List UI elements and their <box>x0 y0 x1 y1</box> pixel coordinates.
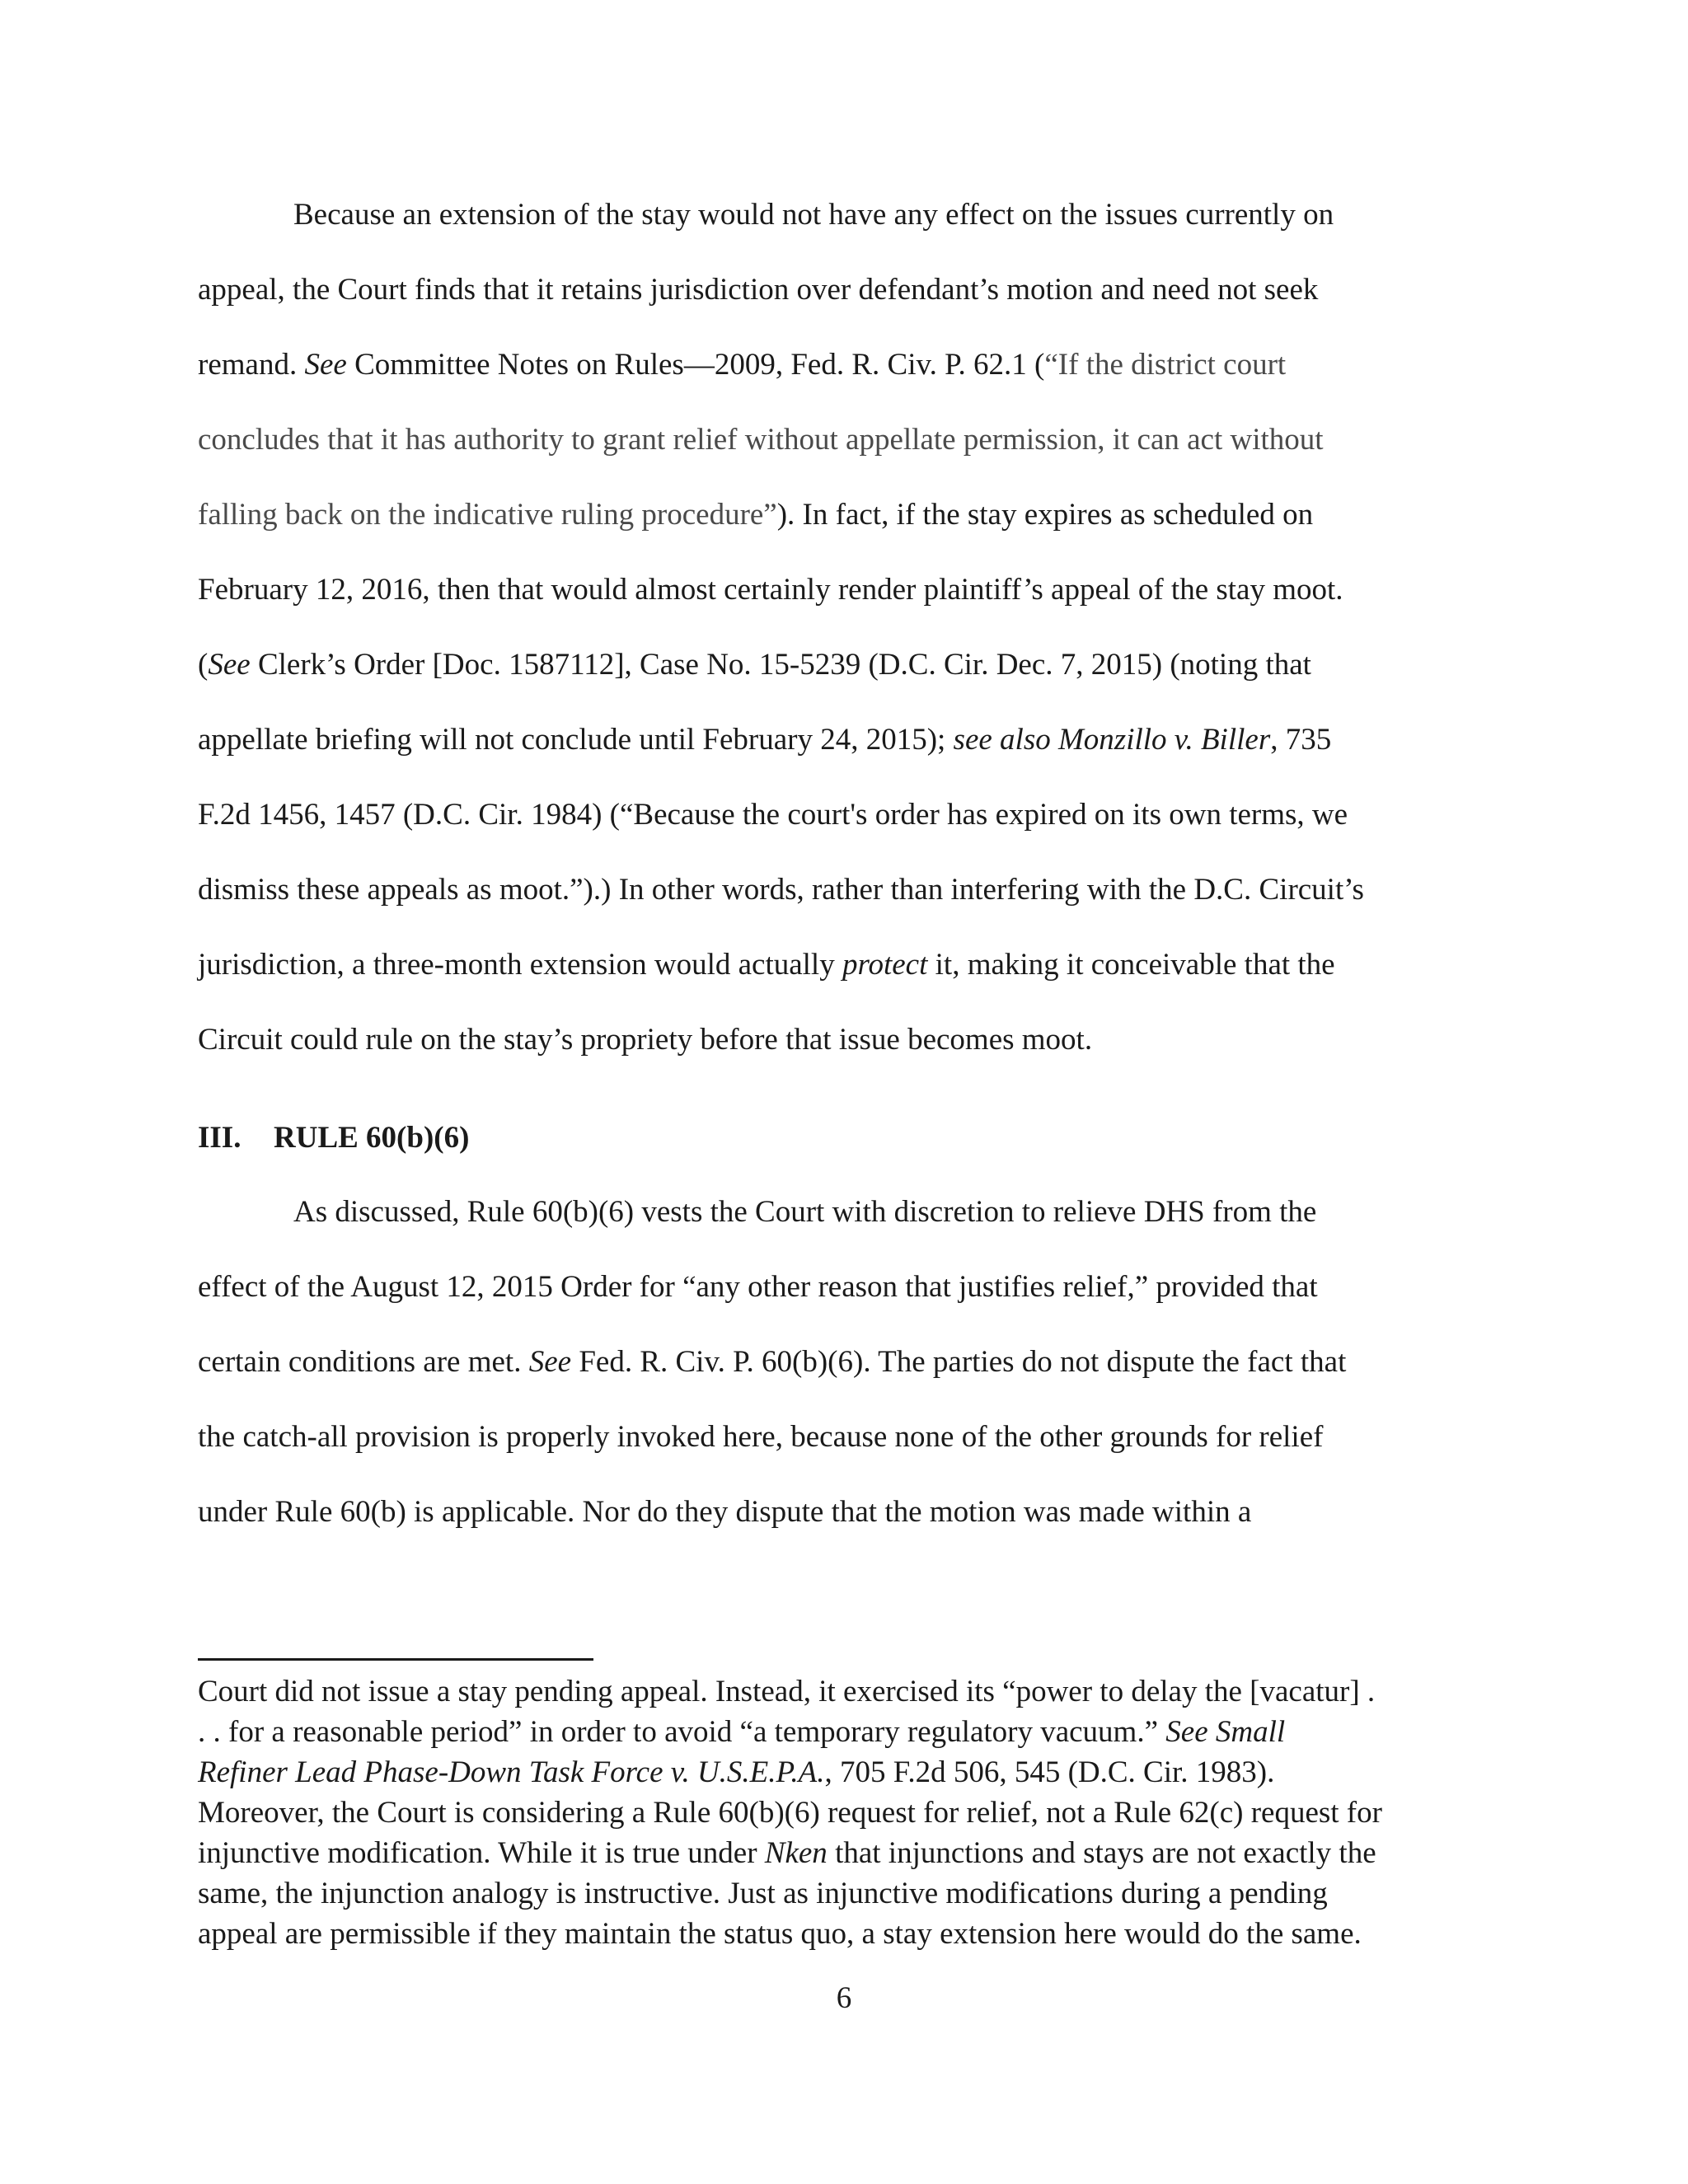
section-line-4: the catch-all provision is properly invoked here, because none of the other grounds for relief <box>198 1420 1324 1454</box>
section-line-3: certain conditions are met. See Fed. R. Civ. P. 60(b)(6). The parties do not dispute the fact that <box>198 1345 1347 1379</box>
footnote-separator <box>198 1658 593 1661</box>
footnote-line-7: appeal are permissible if they maintain the status quo, a stay extension here would do the same. <box>198 1917 1362 1951</box>
footnote-line-6: same, the injunction analogy is instructive. Just as injunctive modifications during a pending <box>198 1877 1328 1910</box>
body-line-7: (See Clerk’s Order [Doc. 1587112], Case No. 15-5239 (D.C. Cir. Dec. 7, 2015) (noting that <box>198 648 1311 682</box>
body-line-1: Because an extension of the stay would not have any effect on the issues currently on <box>293 198 1334 232</box>
footnote-line-2: . . for a reasonable period” in order to avoid “a temporary regulatory vacuum.” See Small <box>198 1715 1286 1749</box>
body-line-6: February 12, 2016, then that would almost certainly render plaintiff’s appeal of the stay moot. <box>198 573 1343 607</box>
section-number: III. <box>198 1121 241 1155</box>
body-line-8: appellate briefing will not conclude until February 24, 2015); see also Monzillo v. Biller, 735 <box>198 723 1332 757</box>
body-line-4: concludes that it has authority to grant relief without appellate permission, it can act without <box>198 423 1324 457</box>
body-line-5: falling back on the indicative ruling procedure”). In fact, if the stay expires as scheduled on <box>198 498 1314 532</box>
body-line-9: F.2d 1456, 1457 (D.C. Cir. 1984) (“Because the court's order has expired on its own terms, we <box>198 798 1348 832</box>
body-line-10: dismiss these appeals as moot.”).) In other words, rather than interfering with the D.C. Circuit’s <box>198 873 1364 907</box>
footnote-line-1: Court did not issue a stay pending appeal. Instead, it exercised its “power to delay the [vacatur] . <box>198 1675 1376 1708</box>
section-line-1: As discussed, Rule 60(b)(6) vests the Court with discretion to relieve DHS from the <box>293 1195 1317 1229</box>
body-line-3: remand. See Committee Notes on Rules—2009, Fed. R. Civ. P. 62.1 (“If the district court <box>198 348 1287 382</box>
section-line-2: effect of the August 12, 2015 Order for “any other reason that justifies relief,” provided that <box>198 1270 1318 1304</box>
body-line-12: Circuit could rule on the stay’s propriety before that issue becomes moot. <box>198 1023 1093 1057</box>
body-line-2: appeal, the Court finds that it retains jurisdiction over defendant’s motion and need not seek <box>198 273 1319 307</box>
section-line-5: under Rule 60(b) is applicable. Nor do they dispute that the motion was made within a <box>198 1495 1252 1529</box>
body-line-11: jurisdiction, a three-month extension would actually protect it, making it conceivable that the <box>198 948 1335 982</box>
section-title: RULE 60(b)(6) <box>274 1121 470 1155</box>
footnote-line-3: Refiner Lead Phase-Down Task Force v. U.S.E.P.A., 705 F.2d 506, 545 (D.C. Cir. 1983). <box>198 1755 1275 1789</box>
section-heading <box>198 1119 469 1157</box>
footnote-line-5: injunctive modification. While it is true under Nken that injunctions and stays are not exactly the <box>198 1836 1376 1870</box>
page-number: 6 <box>836 1981 852 2015</box>
footnote-line-4: Moreover, the Court is considering a Rule 60(b)(6) request for relief, not a Rule 62(c) request for <box>198 1796 1382 1830</box>
